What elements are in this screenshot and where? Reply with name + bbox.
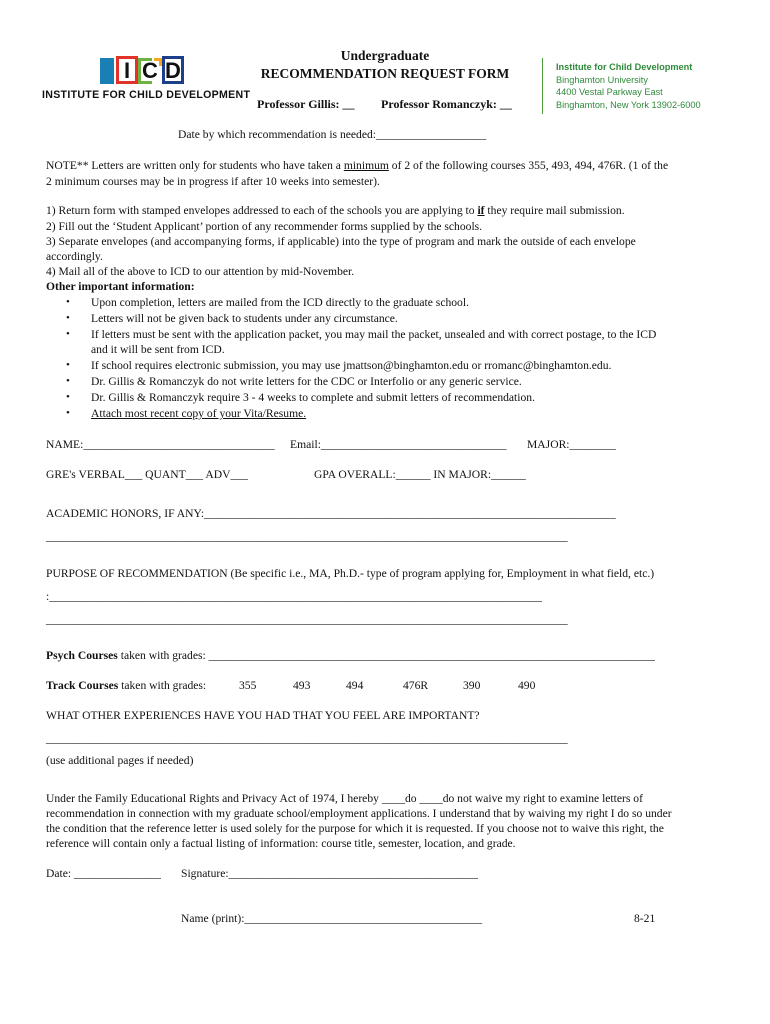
icd-logo xyxy=(100,56,184,88)
bullet-text: Dr. Gillis & Romanczyk require 3 - 4 weeks to complete and submit letters of recommendation. xyxy=(91,391,535,404)
note-line-1 xyxy=(46,158,668,174)
bullet-icon: • xyxy=(66,296,70,308)
bullet-icon: • xyxy=(66,407,70,419)
address-divider xyxy=(542,58,543,114)
bullet-text: If letters must be sent with the application packet, you may mail the packet, unsealed and with correct postage, to the ICD xyxy=(91,328,657,341)
form-code: 8-21 xyxy=(634,912,656,925)
gre-field[interactable]: GRE's VERBAL___ QUANT___ ADV___ xyxy=(46,468,248,481)
address-line-3: Binghamton, New York 13902-6000 xyxy=(556,99,701,110)
email-field[interactable]: Email:________________________________ xyxy=(290,438,507,451)
track-course-item: 355 xyxy=(239,679,257,692)
psych-courses-field[interactable] xyxy=(46,648,655,664)
step-2: 2) Fill out the ‘Student Applicant’ portion of any recommender forms supplied by the schools. xyxy=(46,220,483,233)
bullet-item xyxy=(0,295,770,311)
bullet-text: Attach most recent copy of your Vita/Resume. xyxy=(91,407,307,420)
major-field[interactable]: MAJOR:________ xyxy=(527,438,616,451)
purpose-field-line-2[interactable]: __________________________________________________________________________________________ xyxy=(46,613,568,626)
gpa-field[interactable]: GPA OVERALL:______ IN MAJOR:______ xyxy=(314,468,526,481)
bullet-text: Letters will not be given back to students under any circumstance. xyxy=(91,312,398,325)
title-line-2: RECOMMENDATION REQUEST FORM xyxy=(260,66,510,81)
experiences-label: WHAT OTHER EXPERIENCES HAVE YOU HAD THAT YOU FEEL ARE IMPORTANT? xyxy=(46,709,480,722)
track-courses-label: Track Courses xyxy=(46,679,119,692)
honors-field-line-2[interactable]: __________________________________________________________________________________________ xyxy=(46,530,568,543)
step-1-text-cont: they require mail submission. xyxy=(484,204,625,217)
logo-letter-i: I xyxy=(123,58,131,83)
purpose-field[interactable]: :_____________________________________________________________________________________ xyxy=(46,590,542,603)
note-line-2: 2 minimum courses may be in progress if after 10 weeks into semester). xyxy=(46,175,380,188)
professor-romanczyk: Professor Romanczyk: __ xyxy=(381,97,512,111)
name-print-field[interactable]: Name (print):_________________________________________ xyxy=(181,912,483,925)
bullet-icon: • xyxy=(66,312,70,324)
track-course-item: 390 xyxy=(463,679,481,692)
track-course-item: 490 xyxy=(518,679,536,692)
bullet-text: If school requires electronic submission, you may use jmattson@binghamton.edu or rromanc@binghamton.edu. xyxy=(91,359,612,372)
address-line-1: Binghamton University xyxy=(556,74,648,85)
bullet-item xyxy=(0,327,770,343)
name-field[interactable]: NAME:_________________________________ xyxy=(46,438,275,451)
ferpa-line-3: the condition that the reference letter is used solely for the purpose for which it is requested. If you choose not to waive this right, the xyxy=(46,822,664,835)
bullet-icon: • xyxy=(66,391,70,403)
signature-field[interactable]: Signature:___________________________________________ xyxy=(181,867,478,880)
track-course-item: 494 xyxy=(346,679,364,692)
address-name: Institute for Child Development xyxy=(556,62,693,72)
experiences-field[interactable]: __________________________________________________________________________________________ xyxy=(46,732,568,745)
bullet-text-cont: and it will be sent from ICD. xyxy=(91,343,225,356)
logo-letter-d: D xyxy=(165,58,181,83)
step-3-cont: accordingly. xyxy=(46,250,103,263)
additional-pages-note: (use additional pages if needed) xyxy=(46,754,194,767)
track-course-item: 493 xyxy=(293,679,311,692)
psych-courses-label: Psych Courses xyxy=(46,649,118,662)
other-info-heading: Other important information: xyxy=(46,280,195,293)
step-1 xyxy=(46,203,625,219)
logo-caption: INSTITUTE FOR CHILD DEVELOPMENT xyxy=(42,89,251,101)
bullet-icon: • xyxy=(66,359,70,371)
logo-block-blue xyxy=(100,58,114,84)
note-text-cont: of 2 of the following courses 355, 493, 494, 476R. (1 of the xyxy=(388,159,669,172)
professor-gillis: Professor Gillis: __ xyxy=(257,97,355,111)
note-minimum: minimum xyxy=(343,159,389,172)
step-1-if: if xyxy=(477,204,485,217)
step-1-text: 1) Return form with stamped envelopes addressed to each of the schools you are applying to xyxy=(46,204,478,217)
logo-letter-c: C xyxy=(142,58,158,83)
step-3: 3) Separate envelopes (and accompanying forms, if applicable) into the type of program and mark the outside of each envelope xyxy=(46,235,636,248)
ferpa-line-4: reference will contain only a factual listing of information: course title, semester, location, and grade. xyxy=(46,837,516,850)
date-field[interactable]: Date: _______________ xyxy=(46,867,161,880)
honors-field[interactable]: ACADEMIC HONORS, IF ANY:_______________________________________________________________________ xyxy=(46,507,616,520)
institute-address xyxy=(556,61,701,111)
bullet-item xyxy=(0,374,770,390)
bullet-item xyxy=(0,390,770,406)
bullet-text: Dr. Gillis & Romanczyk do not write letters for the CDC or Interfolio or any generic service. xyxy=(91,375,522,388)
note-text: NOTE** Letters are written only for students who have taken a xyxy=(46,159,344,172)
track-courses-row xyxy=(46,678,206,694)
bullet-icon: • xyxy=(66,375,70,387)
purpose-label: PURPOSE OF RECOMMENDATION (Be specific i.e., MA, Ph.D.- type of program applying for, Employment in what field, etc.) xyxy=(46,567,655,580)
bullet-text: Upon completion, letters are mailed from the ICD directly to the graduate school. xyxy=(91,296,469,309)
address-line-2: 4400 Vestal Parkway East xyxy=(556,87,663,97)
form-title xyxy=(235,47,535,83)
track-courses-text: taken with grades: xyxy=(118,679,207,692)
bullet-item xyxy=(0,311,770,327)
ferpa-line-1[interactable]: Under the Family Educational Rights and Privacy Act of 1974, I hereby ____do ____do not waive my right to examine letters of xyxy=(46,792,643,805)
date-needed-field[interactable]: Date by which recommendation is needed:___________________ xyxy=(178,128,487,141)
title-line-1: Undergraduate xyxy=(340,48,430,63)
ferpa-line-2: recommendation in connection with my graduate school/employment applications. I understand that by waiving my right I do so under xyxy=(46,807,672,820)
bullet-icon: • xyxy=(66,328,70,340)
psych-courses-line: taken with grades: _____________________________________________________________________________ xyxy=(117,649,655,662)
bullet-item xyxy=(0,406,770,422)
track-course-item: 476R xyxy=(403,679,429,692)
bullet-item xyxy=(0,358,770,374)
step-4: 4) Mail all of the above to ICD to our attention by mid-November. xyxy=(46,265,355,278)
